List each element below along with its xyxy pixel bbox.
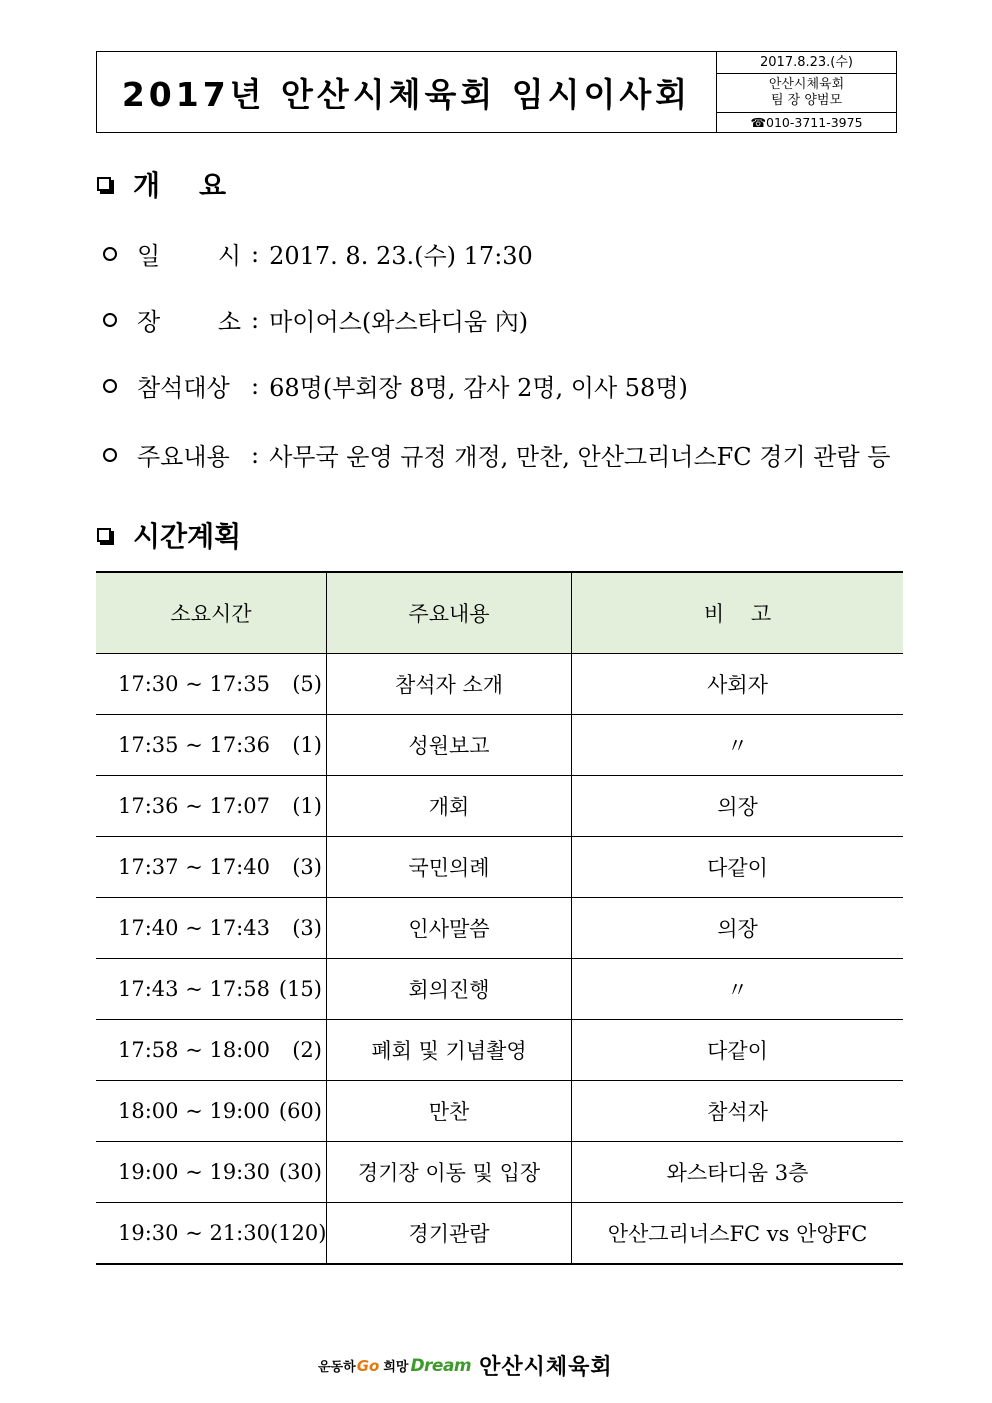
footer-go-logo: Go <box>356 1356 380 1375</box>
overview-item-agenda <box>103 437 890 472</box>
content-cell: 폐회 및 기념촬영 <box>326 1020 571 1081</box>
time-cell <box>96 1142 326 1203</box>
overview-item-label: 참석대상 <box>137 374 230 402</box>
header-date: 2017.8.23.(수) <box>717 52 896 74</box>
table-header-row <box>96 572 903 654</box>
table-row <box>96 654 903 715</box>
time-cell <box>96 1203 326 1265</box>
time-cell <box>96 776 326 837</box>
footer-logo <box>318 1350 613 1381</box>
overview-item-label: 일 시 <box>137 242 241 270</box>
overview-heading <box>97 164 226 204</box>
overview-item-value: 68명(부회장 8명, 감사 2명, 이사 58명) <box>269 374 688 402</box>
table-row <box>96 1142 903 1203</box>
header-team-leader: 팀 장 양범모 <box>770 93 843 108</box>
duration: (60) <box>278 1099 322 1123</box>
overview-colon: : <box>251 305 260 334</box>
duration: (15) <box>278 977 322 1001</box>
note-cell: 〃 <box>572 715 903 776</box>
time-range: 17:43 ~ 17:58 <box>118 977 270 1001</box>
note-cell: 사회자 <box>572 654 903 715</box>
duration: (2) <box>292 1038 322 1062</box>
note-cell: 다같이 <box>572 1020 903 1081</box>
time-cell <box>96 654 326 715</box>
document-header <box>96 51 897 133</box>
column-header-note: 비 고 <box>572 572 903 654</box>
table-row <box>96 959 903 1020</box>
overview-item-value: 마이어스(와스타디움 內) <box>269 308 529 336</box>
checkbox-bullet-icon <box>97 177 111 191</box>
duration: (30) <box>278 1160 322 1184</box>
footer-slogan-part2: 희망 <box>383 1360 409 1375</box>
time-cell <box>96 959 326 1020</box>
duration: (1) <box>292 733 322 757</box>
overview-colon: : <box>251 440 260 469</box>
overview-item-label: 장 소 <box>137 308 241 336</box>
note-cell: 와스타디움 3층 <box>572 1142 903 1203</box>
time-cell <box>96 1020 326 1081</box>
duration: (5) <box>292 672 322 696</box>
schedule-table <box>96 571 903 1265</box>
time-range: 17:37 ~ 17:40 <box>118 855 270 879</box>
content-cell: 만찬 <box>326 1081 571 1142</box>
circle-bullet-icon <box>103 379 117 393</box>
time-cell <box>96 898 326 959</box>
time-range: 17:40 ~ 17:43 <box>118 916 270 940</box>
overview-item-location <box>103 302 528 337</box>
note-cell: 의장 <box>572 776 903 837</box>
column-header-time: 소요시간 <box>96 572 326 654</box>
time-cell <box>96 1081 326 1142</box>
overview-colon: : <box>251 371 260 400</box>
overview-heading-text: 개 요 <box>133 169 227 202</box>
footer-dream-logo: Dream <box>410 1355 472 1376</box>
time-range: 17:36 ~ 17:07 <box>118 794 270 818</box>
overview-item-value: 2017. 8. 23.(수) 17:30 <box>269 242 533 270</box>
duration: (120) <box>269 1221 327 1245</box>
circle-bullet-icon <box>103 247 117 261</box>
header-info-panel <box>717 52 896 132</box>
table-row <box>96 776 903 837</box>
table-row <box>96 1081 903 1142</box>
duration: (3) <box>292 855 322 879</box>
note-cell: 참석자 <box>572 1081 903 1142</box>
overview-item-label: 주요내용 <box>137 443 230 471</box>
content-cell: 경기장 이동 및 입장 <box>326 1142 571 1203</box>
time-cell <box>96 715 326 776</box>
footer-org-name: 안산시체육회 <box>479 1355 613 1380</box>
overview-item-attendees <box>103 368 688 403</box>
schedule-heading-text: 시간계획 <box>133 520 242 553</box>
duration: (1) <box>292 794 322 818</box>
time-range: 19:30 ~ 21:30 <box>118 1221 270 1245</box>
time-cell <box>96 837 326 898</box>
header-organization <box>717 74 896 113</box>
note-cell: 〃 <box>572 959 903 1020</box>
column-header-content: 주요내용 <box>326 572 571 654</box>
checkbox-bullet-icon <box>97 528 111 542</box>
header-phone: ☎010-3711-3975 <box>750 114 863 130</box>
overview-item-value: 사무국 운영 규정 개정, 만찬, 안산그리너스FC 경기 관람 등 <box>269 443 891 471</box>
table-row <box>96 1203 903 1265</box>
time-range: 17:35 ~ 17:36 <box>118 733 270 757</box>
header-org-name: 안산시체육회 <box>768 77 845 92</box>
note-cell: 다같이 <box>572 837 903 898</box>
overview-colon: : <box>251 239 260 268</box>
table-row <box>96 837 903 898</box>
content-cell: 개회 <box>326 776 571 837</box>
time-range: 17:58 ~ 18:00 <box>118 1038 270 1062</box>
content-cell: 인사말씀 <box>326 898 571 959</box>
footer-slogan-part1: 운동하 <box>318 1360 356 1375</box>
duration: (3) <box>292 916 322 940</box>
circle-bullet-icon <box>103 313 117 327</box>
content-cell: 성원보고 <box>326 715 571 776</box>
table-row <box>96 715 903 776</box>
content-cell: 참석자 소개 <box>326 654 571 715</box>
table-row <box>96 1020 903 1081</box>
circle-bullet-icon <box>103 448 117 462</box>
schedule-heading <box>97 515 241 555</box>
table-row <box>96 898 903 959</box>
content-cell: 국민의례 <box>326 837 571 898</box>
time-range: 19:00 ~ 19:30 <box>118 1160 270 1184</box>
time-range: 18:00 ~ 19:00 <box>118 1099 270 1123</box>
time-range: 17:30 ~ 17:35 <box>118 672 270 696</box>
content-cell: 회의진행 <box>326 959 571 1020</box>
content-cell: 경기관람 <box>326 1203 571 1265</box>
document-title: 2017년 안산시체육회 임시이사회 <box>97 52 717 132</box>
note-cell: 의장 <box>572 898 903 959</box>
overview-item-datetime <box>103 236 533 271</box>
note-cell: 안산그리너스FC vs 안양FC <box>572 1203 903 1265</box>
